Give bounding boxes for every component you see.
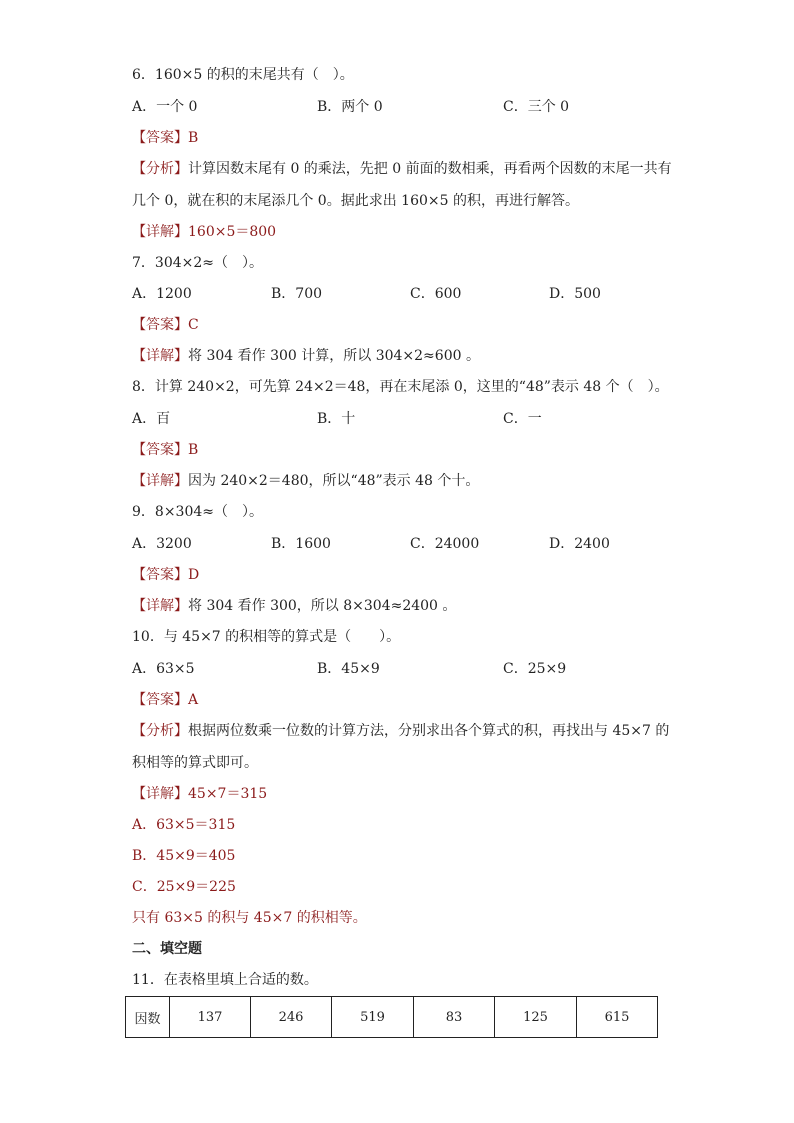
q9-answer	[132, 566, 199, 584]
q10-option-c: C．25×9	[503, 661, 567, 677]
answer-tag: 【答案】	[132, 567, 188, 583]
q6-analysis-line2: 几个 0，就在积的末尾添几个 0。据此求出 160×5 的积，再进行解答。	[132, 193, 579, 209]
answer-tag: 【答案】	[132, 130, 188, 146]
detail-text: 因为 240×2＝480，所以“48”表示 48 个十。	[188, 473, 480, 489]
q6-analysis-line1	[132, 160, 672, 178]
q7-option-a: A．1200	[132, 286, 192, 302]
factor-table	[125, 996, 658, 1038]
answer-value: A	[188, 692, 199, 708]
q9-detail	[132, 597, 456, 615]
q6-option-c: C．三个 0	[503, 99, 570, 115]
q9-option-c: C．24000	[410, 536, 480, 552]
q9-option-b: B．1600	[271, 536, 331, 552]
q10-stem: 10．与 45×7 的积相等的算式是（ ）。	[132, 629, 401, 645]
detail-tag: 【详解】	[132, 598, 188, 614]
q6-detail	[132, 223, 276, 241]
q7-option-d: D．500	[549, 286, 601, 302]
analysis-tag: 【分析】	[132, 161, 188, 177]
q11-stem: 11．在表格里填上合适的数。	[132, 972, 318, 988]
q10-conclusion: 只有 63×5 的积与 45×7 的积相等。	[132, 910, 367, 926]
q10-option-a: A．63×5	[132, 661, 195, 677]
analysis-text: 计算因数末尾有 0 的乘法，先把 0 前面的数相乘，再看两个因数的末尾一共有	[188, 161, 672, 177]
analysis-tag: 【分析】	[132, 723, 188, 739]
detail-text: 将 304 看作 300 计算，所以 304×2≈600 。	[188, 348, 480, 364]
q10-answer	[132, 691, 198, 709]
detail-tag: 【详解】	[132, 348, 188, 364]
q10-analysis-line1	[132, 722, 669, 740]
table-cell: 615	[577, 997, 658, 1038]
q6-option-b: B．两个 0	[317, 99, 383, 115]
answer-value: D	[188, 567, 200, 583]
q10-calc-c: C．25×9＝225	[132, 879, 236, 895]
analysis-text: 根据两位数乘一位数的计算方法，分别求出各个算式的积，再找出与 45×7 的	[188, 723, 670, 739]
q6-stem: 6．160×5 的积的末尾共有（ ）。	[132, 67, 354, 83]
q7-option-b: B．700	[271, 286, 323, 302]
answer-tag: 【答案】	[132, 692, 188, 708]
table-row	[126, 997, 658, 1038]
q9-option-d: D．2400	[549, 536, 610, 552]
q7-option-c: C．600	[410, 286, 462, 302]
q10-calc-b: B．45×9＝405	[132, 848, 236, 864]
detail-text: 将 304 看作 300，所以 8×304≈2400 。	[188, 598, 457, 614]
section-title: 二、填空题	[132, 941, 202, 957]
answer-value: B	[188, 442, 199, 458]
q7-stem: 7．304×2≈（ ）。	[132, 255, 263, 271]
detail-tag: 【详解】	[132, 224, 188, 240]
q8-detail	[132, 472, 479, 490]
answer-tag: 【答案】	[132, 317, 188, 333]
answer-value: B	[188, 130, 199, 146]
table-cell: 519	[332, 997, 414, 1038]
q7-detail	[132, 347, 480, 365]
answer-tag: 【答案】	[132, 442, 188, 458]
q9-stem: 9．8×304≈（ ）。	[132, 504, 263, 520]
detail-text: 160×5＝800	[188, 224, 277, 240]
q10-detail	[132, 785, 267, 803]
q6-option-a: A．一个 0	[132, 99, 198, 115]
detail-tag: 【详解】	[132, 473, 188, 489]
table-cell: 246	[251, 997, 332, 1038]
table-cell: 83	[414, 997, 495, 1038]
answer-value: C	[188, 317, 199, 333]
detail-text: 45×7＝315	[188, 786, 268, 802]
q8-option-a: A．百	[132, 411, 171, 427]
q10-analysis-line2: 积相等的算式即可。	[132, 755, 258, 771]
q7-answer	[132, 316, 199, 334]
q8-stem: 8．计算 240×2，可先算 24×2＝48，再在末尾添 0，这里的“48”表示 48 个（ ）。	[132, 379, 669, 395]
q6-answer	[132, 129, 198, 147]
q8-option-c: C．一	[503, 411, 542, 427]
table-cell: 125	[495, 997, 577, 1038]
q10-option-b: B．45×9	[317, 661, 380, 677]
table-header-cell: 因数	[126, 997, 170, 1038]
q8-option-b: B．十	[317, 411, 356, 427]
q10-calc-a: A．63×5＝315	[132, 817, 236, 833]
q9-option-a: A．3200	[132, 536, 192, 552]
table-cell: 137	[170, 997, 251, 1038]
detail-tag: 【详解】	[132, 786, 188, 802]
q8-answer	[132, 441, 198, 459]
